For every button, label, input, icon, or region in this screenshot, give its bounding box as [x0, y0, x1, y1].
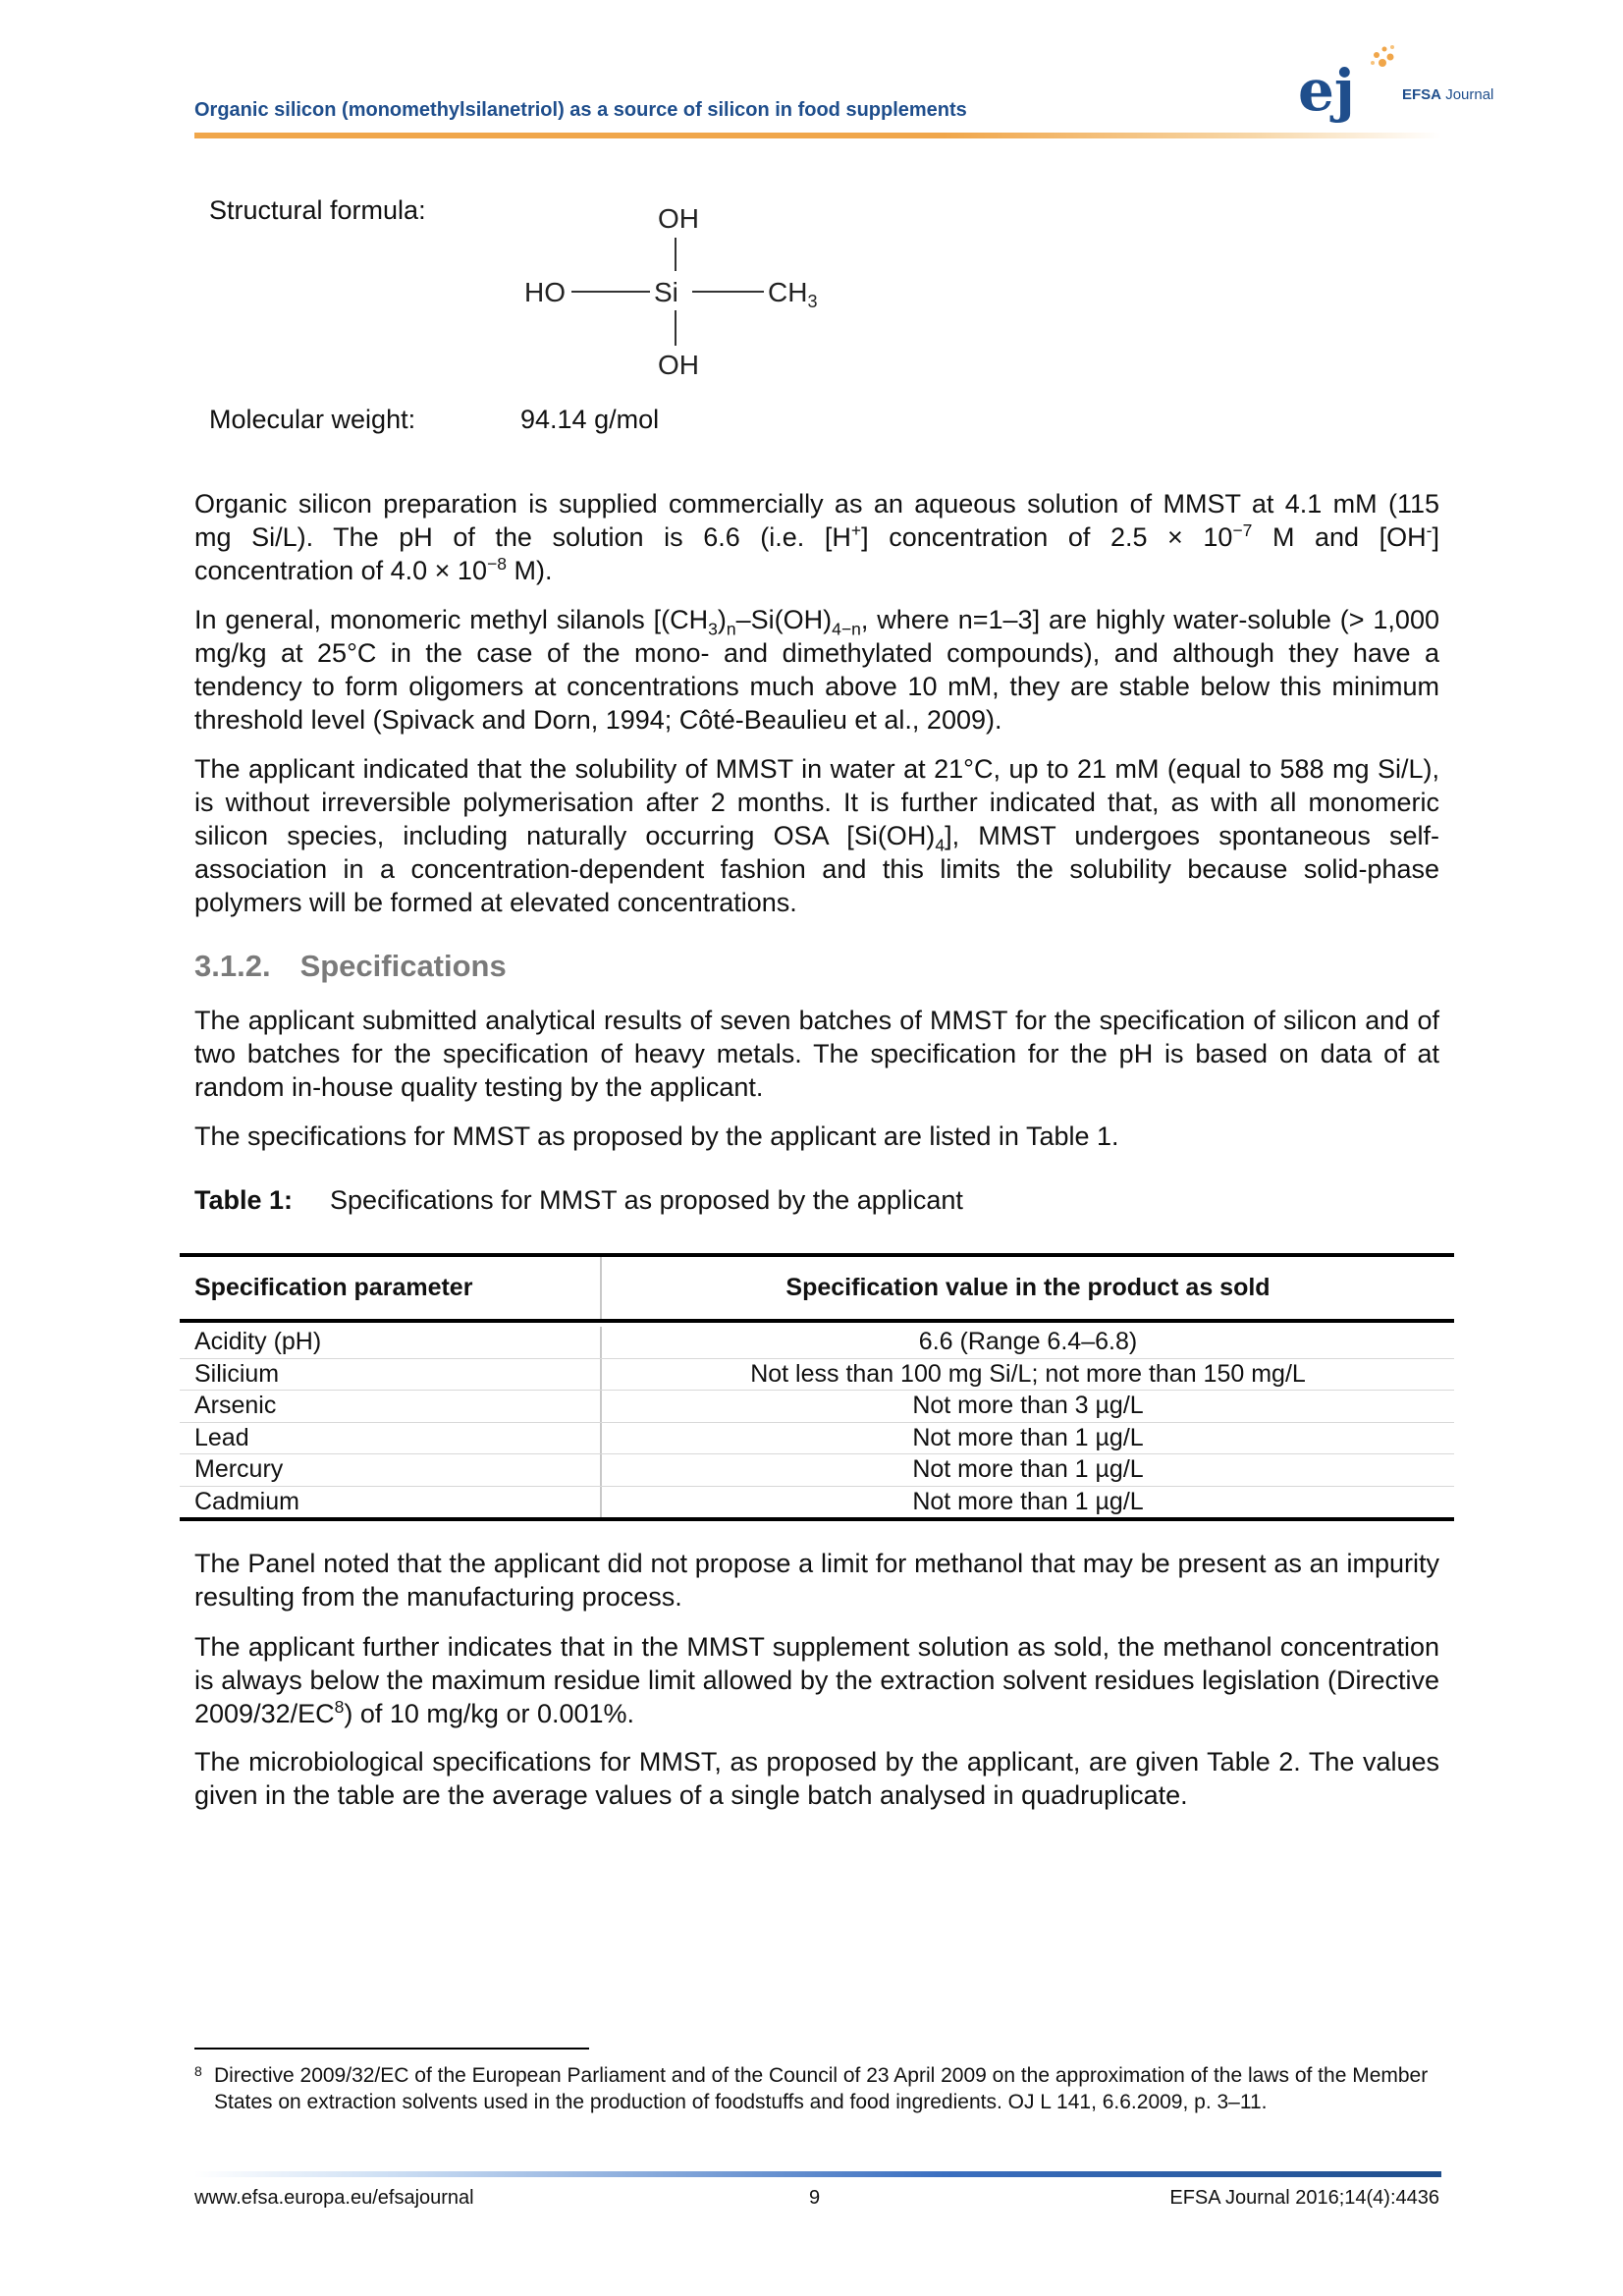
- atom-oh-bottom: OH: [658, 350, 699, 380]
- paragraph-supply: Organic silicon preparation is supplied commercially as an aqueous solution of MMST at 4.1 mM (115 mg Si/L). The pH of the solution is 6.6 (i.e. [H+] concentration of $2.5 \times 10^{-7}$ M and [OH-] concentration of $4.0 \times 10^{-8}$ M).: [194, 489, 1439, 585]
- table-caption: [194, 1185, 963, 1216]
- table-cell-parameter: Mercury: [180, 1454, 602, 1486]
- table-cell-parameter: Acidity (pH): [180, 1327, 602, 1358]
- table-row: [180, 1327, 1454, 1359]
- footnote-mark: 8: [194, 2063, 202, 2079]
- table-row: [180, 1454, 1454, 1487]
- molecular-weight-label: Molecular weight:: [209, 405, 416, 434]
- table-cell-parameter: Lead: [180, 1423, 602, 1454]
- header-rule: [194, 133, 1441, 138]
- logo-dots-icon: [1371, 45, 1394, 67]
- atom-ho-left: HO: [524, 277, 566, 307]
- table-cell-value: Not more than 1 µg/L: [912, 1455, 1144, 1484]
- atom-si-center: Si: [654, 277, 678, 307]
- table-header-parameter: Specification parameter: [180, 1257, 602, 1319]
- structural-formula-label: Structural formula:: [209, 195, 426, 225]
- table-header-row: [180, 1257, 1454, 1319]
- table-row: [180, 1391, 1454, 1423]
- paragraph-methanol-concentration: The applicant further indicates that in the MMST supplement solution as sold, the methanol concentration is always below the maximum residue limit allowed by the extraction solvent residues legislation (Directive $2009/32/EC^8$) of 10 mg/kg or 0.001%.: [194, 1632, 1439, 1728]
- paragraph-microbiological: The microbiological specifications for MMST, as proposed by the applicant, are given Table 2. The values given in the table are the average values of a single batch analysed in quadruplicate.: [194, 1747, 1439, 1810]
- paragraph-silanols: In general, monomeric methyl silanols [$(CH_3)_n-Si(OH)_{4-n}$, where n=1–3] are highly water-soluble (> 1,000 mg/kg at 25°C in the case of the mono- and dimethylated compounds), and although they have a tendency to form oligomers at concentrations much above 10 mM, they are stable below this minimum threshold level (Spivack and Dorn, 1994; Côté-Beaulieu et al., 2009).: [194, 605, 1439, 735]
- paragraph-solubility: The applicant indicated that the solubility of MMST in water at 21°C, up to 21 mM (equal to 588 mg Si/L), is without irreversible polymerisation after 2 months. It is further indicated that, as with all monomeric silicon species, including naturally occurring OSA $[Si(OH)_4]$, MMST undergoes spontaneous self-association in a concentration-dependent fashion and this limits the solubility because solid-phase polymers will be formed at elevated concentrations.: [194, 754, 1440, 917]
- atom-ch3-right: $CH_3$: [768, 277, 818, 311]
- molecular-weight-value: 94.14 g/mol: [520, 405, 660, 434]
- footer-page-number: 9: [809, 2187, 821, 2209]
- table-header-value: Specification value in the product as sold: [785, 1274, 1271, 1301]
- table-row: [180, 1423, 1454, 1455]
- section-heading-specifications: [194, 949, 507, 984]
- section-title: Specifications: [299, 949, 507, 983]
- logo-journal-name: EFSA Journal: [1402, 86, 1494, 103]
- table-row: [180, 1359, 1454, 1392]
- table-row: [180, 1487, 1454, 1518]
- table-cell-parameter: Cadmium: [180, 1487, 602, 1518]
- table-cell-value: Not less than 100 mg Si/L; not more than 150 mg/L: [750, 1359, 1306, 1388]
- paragraph-methanol-limit: The Panel noted that the applicant did not propose a limit for methanol that may be present as an impurity resulting from the manufacturing process.: [194, 1549, 1439, 1612]
- table-cell-parameter: Arsenic: [180, 1391, 602, 1422]
- structural-formula-diagram: [511, 192, 844, 389]
- footer-rule: [194, 2171, 1441, 2177]
- table-bottom-rule: [180, 1517, 1454, 1521]
- table-cell-value: Not more than 1 µg/L: [912, 1487, 1144, 1515]
- running-header-title: Organic silicon (monomethylsilanetriol) as a source of silicon in food supplements: [194, 99, 967, 121]
- table-cell-value: 6.6 (Range 6.4–6.8): [918, 1328, 1138, 1356]
- table-cell-value: Not more than 1 µg/L: [912, 1423, 1144, 1451]
- section-number: 3.1.2.: [194, 949, 271, 983]
- footnote: [194, 2062, 1439, 2115]
- footer-url[interactable]: www.efsa.europa.eu/efsajournal: [194, 2187, 474, 2209]
- table-caption-text: Specifications for MMST as proposed by the applicant: [330, 1185, 963, 1215]
- footer-citation: EFSA Journal 2016;14(4):4436: [1169, 2187, 1439, 2209]
- footnote-rule: [194, 2048, 589, 2050]
- table-body: [180, 1323, 1454, 1517]
- table-cell-parameter: Silicium: [180, 1359, 602, 1391]
- footnote-text: Directive 2009/32/EC of the European Parliament and of the Council of 23 April 2009 on the approximation of the laws of the Member States on extraction solvents used in the production of foodstuffs and food ingredients. OJ L 141, 6.6.2009, p. 3–11.: [214, 2064, 1429, 2113]
- atom-oh-top: OH: [658, 203, 699, 234]
- table-cell-value: Not more than 3 µg/L: [912, 1392, 1144, 1420]
- efsa-journal-logo: [1294, 41, 1451, 130]
- paragraph-analytical-results: The applicant submitted analytical results of seven batches of MMST for the specification of silicon and of two batches for the specification of heavy metals. The specification for the pH is based on data of at random in-house quality testing by the applicant.: [194, 1006, 1439, 1102]
- specifications-table: [180, 1253, 1454, 1521]
- table-caption-label: Table 1:: [194, 1185, 294, 1215]
- paragraph-table-reference: The specifications for MMST as proposed by the applicant are listed in Table 1.: [194, 1121, 1119, 1151]
- logo-letters: ej: [1298, 57, 1355, 124]
